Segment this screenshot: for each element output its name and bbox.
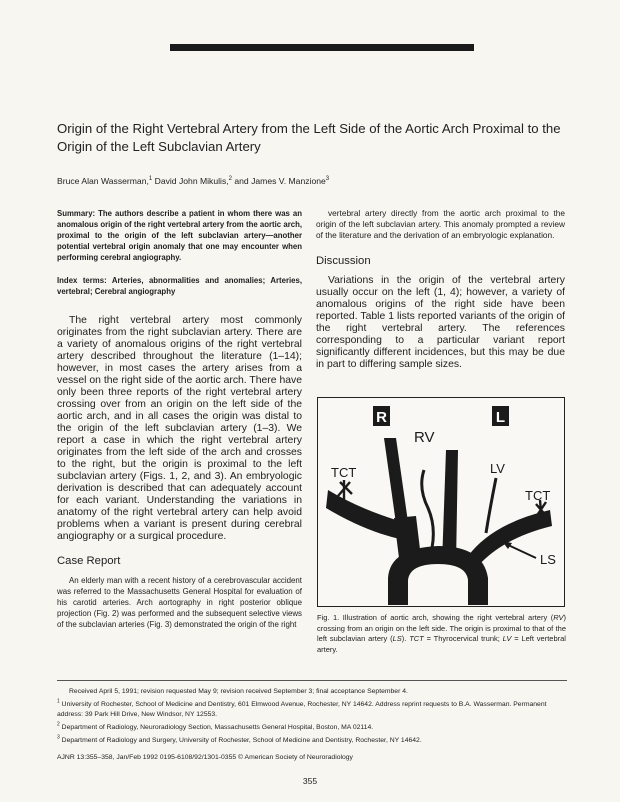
continuation-paragraph: vertebral artery directly from the aortic arch proximal to the origin of the left subclavian artery. This anomaly prompted a review of the literature and the derivation of an embryologic explanation. xyxy=(316,208,565,240)
caption-rv: RV xyxy=(553,613,564,622)
caption-part-3: ). xyxy=(401,634,410,643)
right-subclavian-artery xyxy=(326,490,404,540)
case-report-heading: Case Report xyxy=(57,555,121,567)
caption-tct: TCT xyxy=(409,634,424,643)
right-side-marker: R xyxy=(376,409,387,426)
footnotes xyxy=(57,680,567,763)
aortic-arch-diagram xyxy=(318,398,563,605)
footnote-3-text: Department of Radiology and Surgery, University of Rochester, School of Medicine and Dentistry, Rochester, NY 14642. xyxy=(59,737,422,744)
footnote-1-text: University of Rochester, School of Medicine and Dentistry, 601 Elmwood Avenue, Rochester, NY 14642. Address reprint requests to B.A. Wasserman. Permanent address: 39 Park Hill Drive, New Windsor, NY 12553. xyxy=(57,701,547,718)
right-column xyxy=(316,208,565,371)
tct-left-label: TCT xyxy=(331,465,357,480)
author-2: David John Mikulis, xyxy=(152,176,229,186)
caption-ls: LS xyxy=(392,634,402,643)
article-title: Origin of the Right Vertebral Artery from the Left Side of the Aortic Arch Proximal to the Origin of the Left Subclavian Artery xyxy=(57,121,561,154)
footnote-2-mark: 2 xyxy=(57,721,60,728)
caption-part-4: = Thyrocervical trunk; xyxy=(423,634,503,643)
author-3: and James V. Manzione xyxy=(231,176,326,186)
footnote-2-text: Department of Radiology, Neuroradiology Section, Massachusetts General Hospital, Boston, MA 02114. xyxy=(59,724,374,731)
left-side-marker: L xyxy=(495,409,506,426)
footnote-2 xyxy=(57,723,567,733)
discussion-heading: Discussion xyxy=(316,255,371,267)
author-3-mark: 3 xyxy=(325,176,330,183)
caption-part-5: = Left vertebral artery. xyxy=(317,634,566,654)
left-vertebral-artery xyxy=(486,478,496,533)
author-1-mark: 1 xyxy=(148,176,153,183)
caption-lv: LV xyxy=(502,634,512,643)
journal-citation: AJNR 13:355–358, Jan/Feb 1992 0195-6108/92/1301-0355 © American Society of Neuroradiology xyxy=(57,754,353,761)
caption-part-2: ) crossing from an origin on the left side. The origin is proximal to that of the left subclavian artery ( xyxy=(317,613,566,643)
intro-paragraph: The right vertebral artery most commonly originates from the right subclavian artery. There are a variety of anomalous origins of the right vertebral artery described throughout the literature (1–14); however, in most cases the artery arises from a vessel on the right side of the aortic arch. There have only been three reports of the right vertebral artery crossing over from an origin on the left side of the aortic arch, and in all cases the origin was distal to the origin of the left subclavian artery (1–3). We report a case in which the right vertebral artery originates from the left side of the arch and crosses to the right, but the origin is proximal to the left subclavian artery (Figs. 1, 2, and 3). An embryologic derivation is described that can adequately account for each variant. Understanding the variations in anatomy of the right vertebral artery can help avoid problems when a variant is present during cerebral angiography or a surgical procedure. xyxy=(57,315,302,542)
author-line xyxy=(57,176,577,186)
discussion-paragraph: Variations in the origin of the vertebral artery usually occur on the left (1, 4); however, a variety of anomalous origins of the right side have been reported. Table 1 lists reported variants of the origin of the right vertebral artery. The references corresponding to a particular variant report significantly different incidences, but this may be due in part to differing sample sizes. xyxy=(316,275,565,370)
footnote-3 xyxy=(57,736,567,746)
footnote-3-mark: 3 xyxy=(57,734,60,741)
right-vertebral-artery xyxy=(422,470,434,548)
figure-caption xyxy=(317,613,566,655)
rv-label: RV xyxy=(414,429,435,446)
header-rule xyxy=(170,44,474,51)
ls-label: LS xyxy=(540,552,556,567)
footnote-1 xyxy=(57,700,567,720)
tct-right-label: TCT xyxy=(525,488,551,503)
lv-label: LV xyxy=(490,461,505,476)
aortic-arch xyxy=(388,546,488,605)
author-1: Bruce Alan Wasserman, xyxy=(57,176,149,186)
page-number: 355 xyxy=(302,776,318,786)
footnote-1-mark: 1 xyxy=(57,698,60,705)
caption-part-1: Fig. 1. Illustration of aortic arch, showing the right vertebral artery ( xyxy=(317,613,554,622)
summary: Summary: The authors describe a patient in whom there was an anomalous origin of the right vertebral artery from the aortic arch, proximal to the origin of the left subclavian artery—another potential vertebral origin anomaly that one may encounter when performing cerebral angiography. xyxy=(57,209,302,262)
figure-1 xyxy=(317,397,565,607)
ls-arrow-line xyxy=(506,544,536,558)
case-report-paragraph: An elderly man with a recent history of a cerebrovascular accident was referred to the Massachusetts General Hospital for evaluation of his carotid arteries. Arch aortography in right posterior oblique projection (Fig. 2) was performed and the subsequent selective views of the subclavian arteries (Fig. 3) demonstrated the origin of the right xyxy=(57,576,302,629)
index-terms: Index terms: Arteries, abnormalities and anomalies; Arteries, vertebral; Cerebral angiography xyxy=(57,276,302,296)
author-2-mark: 2 xyxy=(228,176,232,183)
left-column xyxy=(57,208,302,630)
received-dates: Received April 5, 1991; revision requested May 9; revision received September 3; final acceptance September 4. xyxy=(69,688,408,695)
